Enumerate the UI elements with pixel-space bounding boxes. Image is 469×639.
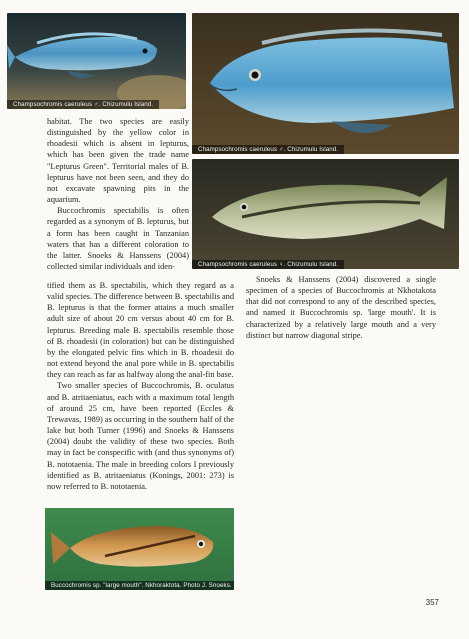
photo-female-fish <box>192 159 459 269</box>
fish-photo-image <box>192 13 459 154</box>
photo-male-fish-small <box>7 13 186 109</box>
paragraph: Snoeks & Hanssens (2004) discovered a single specimen of a species of Buccochromis at Nkhotakota that did not correspond to any of the described species, and named it Buccochromis sp. 'large mouth'. It is characterized by a relatively large mouth and a very distinct but narrow diagonal stripe. <box>246 275 436 340</box>
body-text-left-column <box>47 116 189 272</box>
photo-caption: Champsochromis caeruleus ♀. Chizumulu Island. <box>192 260 344 269</box>
paragraph: Two smaller species of Buccochromis, B. oculatus and B. atritaeniatus, each with a maximum total length of around 25 cm, have been reported (Eccles & Trewavas, 1989) as occurring in the southern half of the lake but both Turner (1996) and Snoeks & Hanssens (2004) doubt the validity of these two species. Both may in fact be conspecific with (and thus synonyms of) B. nototaenia. The male in breeding colors I previously identified as B. atritaeniatus (Konings, 2001: 273) is now referred to B. nototaenia. <box>47 381 234 491</box>
fish-photo-image <box>192 159 459 269</box>
photo-preserved-specimen <box>45 508 234 590</box>
paragraph: habitat. The two species are easily distinguished by the yellow color in rhoadesii which is absent in lepturus, which has been given the trade name "Lepturus Green". Territorial males of B. lepturus have not been seen, and they do not excavate spawning pits in the aquarium. <box>47 117 189 205</box>
photo-caption: Buccochromis sp. "large mouth". Nkhoraktota. Photo J. Snoeks. <box>45 581 234 590</box>
photo-caption: Champsochromis caeruleus ♂. Chizumulu Island. <box>7 100 159 109</box>
fish-photo-image <box>7 13 186 109</box>
paragraph: Buccochromis spectabilis is often regarded as a synonym of B. lepturus, but a form has been caught in Tanzanian waters that has a different coloration to the latter. Snoeks & Hanssens (2004) collected similar individuals and iden- <box>47 206 189 272</box>
photo-male-fish-large <box>192 13 459 154</box>
fish-photo-image <box>45 508 234 590</box>
body-text-left-column-lower <box>47 280 234 492</box>
photo-caption: Champsochromis caeruleus ♂. Chizumulu Island. <box>192 145 344 154</box>
body-text-right-column <box>246 274 436 341</box>
paragraph: tified them as B. spectabilis, which they regard as a valid species. The difference between B. spectabilis and B. lepturus is that the former attains a much smaller adult size of about 20 cm versus about 40 cm for B. lepturus. Breeding male B. spectabilis resemble those of B. rhoadesii (in coloration) but can be distinguished by the elongated pelvic fins which in B. rhoadesii do not extend beyond the anal pore while in B. spectabilis they can reach as far as halfway along the anal-fin base. <box>47 281 234 380</box>
page-number: 357 <box>425 598 439 607</box>
